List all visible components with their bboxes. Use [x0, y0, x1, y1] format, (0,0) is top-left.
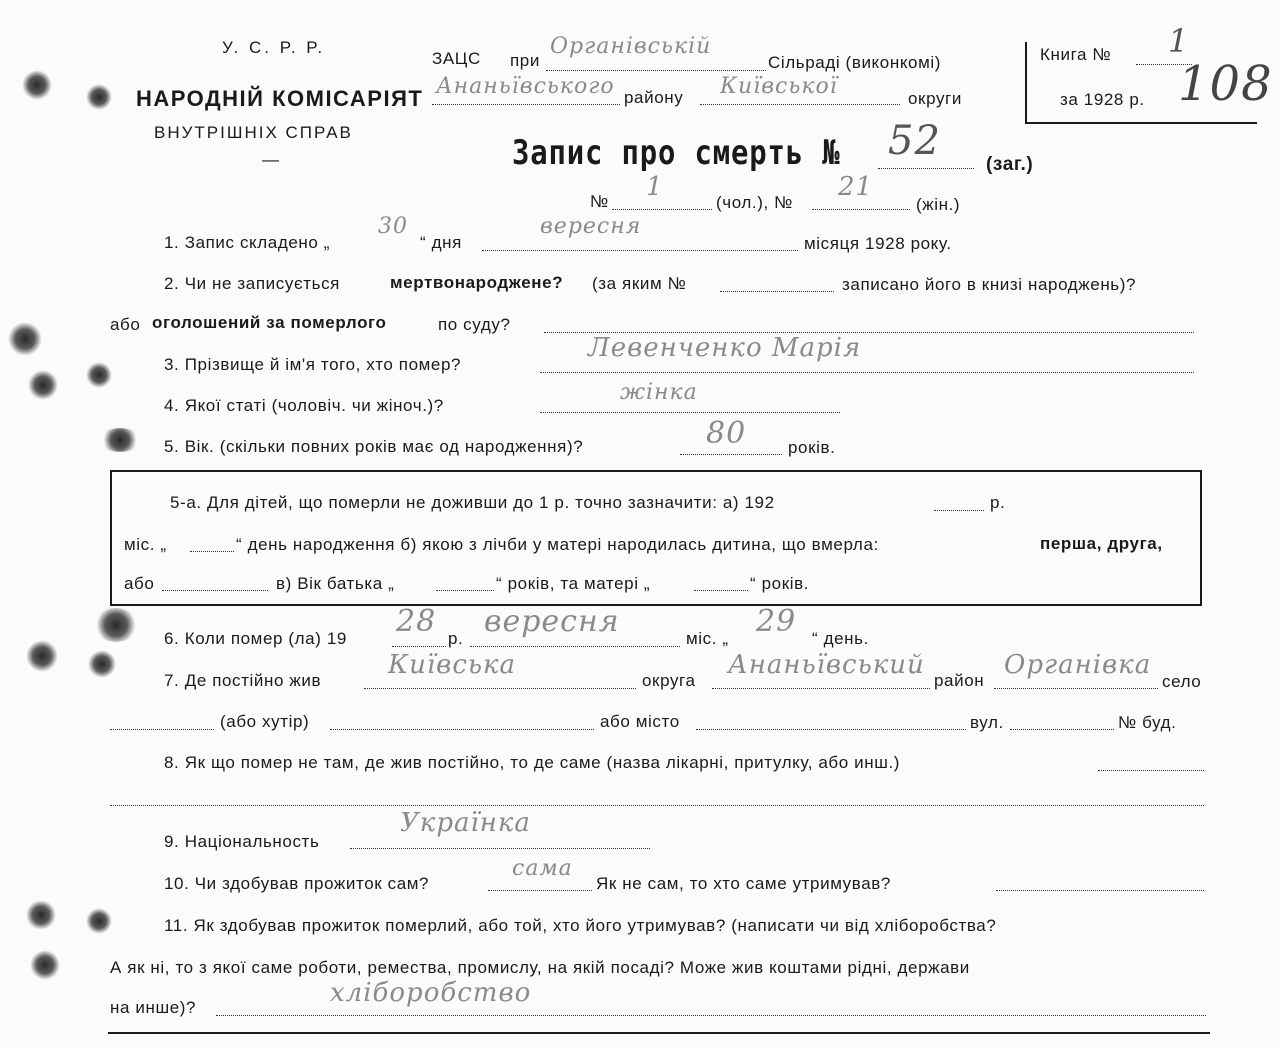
- item-2-court-label: по суду?: [438, 315, 511, 334]
- female-label: (жін.): [916, 195, 961, 214]
- female-number-line: [812, 209, 910, 210]
- item-5a-year-line: [934, 510, 984, 511]
- item-2-declared-dead: оголошений за померлого: [152, 313, 387, 332]
- binding-hole-mark: [94, 608, 138, 642]
- raion-line: [432, 104, 620, 105]
- okruhy-line: [700, 104, 900, 105]
- item-5a-month-label: міс. „: [124, 535, 167, 554]
- item-5a-or-label: або: [124, 574, 155, 593]
- item-2-number-label: (за яким №: [592, 274, 687, 293]
- binding-hole-mark: [28, 370, 58, 400]
- item-7-khutir-label: (або хутір): [220, 712, 310, 731]
- binding-hole-mark: [8, 322, 42, 356]
- binding-hole-mark: [86, 908, 112, 934]
- item-11-occupation-handwriting: хліборобство: [330, 978, 532, 1008]
- item-6-month-handwriting: вересня: [484, 604, 620, 639]
- binding-hole-mark: [100, 428, 140, 452]
- item-6-month-line: [470, 646, 680, 647]
- item-7-okruha-line: [364, 688, 636, 689]
- item-5a-line-1: 5-а. Для дітей, що померли не доживши до 1 р. точно зазначити: а) 192: [170, 493, 775, 512]
- item-1-label: 1. Запис складено „: [164, 233, 331, 252]
- item-7-street-label: вул.: [970, 713, 1004, 732]
- village-line: [546, 70, 766, 71]
- item-3-name-handwriting: Левенченко Марія: [588, 333, 862, 363]
- item-1-month-line: [482, 250, 798, 251]
- male-no-label: №: [590, 192, 609, 211]
- okruhy-label: округи: [908, 89, 962, 108]
- item-11-line-1: 11. Як здобував прожиток померлий, або той, хто його утримував? (написати чи від хліборобства?: [164, 916, 997, 935]
- item-10-label: 10. Чи здобував прожиток сам?: [164, 874, 430, 893]
- item-5a-father-label: в) Вік батька „: [276, 574, 395, 593]
- village-council-label: Сільраді (виконкомі): [768, 53, 942, 72]
- item-5-years-label: років.: [788, 438, 836, 457]
- item-4-line: [540, 412, 840, 413]
- book-label: Книга №: [1040, 45, 1112, 64]
- item-9-line: [350, 848, 650, 849]
- item-6-day-handwriting: 29: [756, 604, 797, 639]
- raion-label: району: [624, 88, 684, 107]
- item-8-line-1: [1098, 770, 1204, 771]
- binding-hole-mark: [26, 640, 58, 672]
- item-1-month-handwriting: вересня: [540, 214, 642, 239]
- item-7-label: 7. Де постійно жив: [164, 671, 322, 690]
- item-3-label: 3. Прізвище й ім'я того, хто помер?: [164, 355, 462, 374]
- item-1-day-handwriting: 30: [378, 214, 408, 239]
- item-7-khutir-line: [110, 729, 214, 730]
- item-5a-mother-label: “ років, та матері „: [496, 574, 651, 593]
- item-5-label: 5. Вік. (скільки повних років має од народження)?: [164, 437, 584, 456]
- bottom-rule: [108, 1032, 1210, 1034]
- general-number-line: [878, 168, 974, 169]
- item-7-raion-label: район: [934, 671, 985, 690]
- item-2-or-label: або: [110, 315, 141, 334]
- male-label: (чол.), №: [716, 193, 793, 212]
- raion-handwriting: Ананьївського: [436, 74, 615, 99]
- item-6-year-line: [392, 646, 446, 647]
- village-handwriting: Органівській: [550, 34, 712, 59]
- item-11-line-3: на инше)?: [110, 998, 197, 1017]
- item-2-births-label: записано його в книзі народжень)?: [842, 275, 1137, 294]
- general-label: (заг.): [986, 154, 1034, 175]
- item-7-house-label: № буд.: [1118, 713, 1177, 732]
- item-10-who-line: [996, 890, 1204, 891]
- item-7-okruha-label: округа: [642, 671, 696, 690]
- item-1-month-label: місяця 1928 року.: [804, 234, 952, 253]
- item-5a-day-line: [190, 551, 234, 552]
- item-5-line: [680, 454, 782, 455]
- item-5a-first-second: перша, друга,: [1040, 534, 1163, 553]
- item-5a-mother-line: [694, 590, 748, 591]
- header-internal-affairs: ВНУТРІШНІХ СПРАВ: [154, 123, 353, 142]
- item-7-selo-handwriting: Органівка: [1004, 650, 1152, 680]
- binding-hole-mark: [30, 950, 60, 980]
- item-8-line-2: [110, 805, 1204, 806]
- item-1-day-label: “ дня: [420, 233, 462, 252]
- item-2-label: 2. Чи не записується: [164, 274, 340, 293]
- book-year-label: за 1928 р.: [1060, 90, 1145, 109]
- binding-hole-mark: [26, 900, 56, 930]
- record-title: Запис про смерть №: [512, 133, 841, 173]
- item-4-sex-handwriting: жінка: [620, 380, 698, 405]
- header-ussr: У. С. Р. Р.: [222, 38, 326, 57]
- item-2-number-line: [720, 291, 834, 292]
- item-5a-line-2: “ день народження б) якою з лічби у матері народилась дитина, що вмерла:: [236, 535, 879, 554]
- item-2-stillborn: мертвонароджене?: [390, 273, 564, 292]
- item-8-label: 8. Як що помер не там, де жив постійно, то де саме (назва лікарні, притулку, або инш.): [164, 753, 901, 772]
- binding-hole-mark: [86, 362, 112, 388]
- item-7-selo-label: село: [1162, 672, 1202, 691]
- item-7-khutir-value-line: [330, 729, 594, 730]
- item-6-year-suffix: р.: [448, 629, 464, 648]
- item-7-okruha-handwriting: Київська: [388, 650, 517, 680]
- item-4-label: 4. Якої статі (чоловіч. чи жіноч.)?: [164, 396, 444, 415]
- item-10-who-label: Як не сам, то хто саме утримував?: [596, 874, 891, 893]
- item-7-street-line: [1010, 729, 1114, 730]
- female-number-handwriting: 21: [838, 172, 874, 202]
- item-7-city-label: або місто: [600, 712, 680, 731]
- header-commissariat: НАРОДНІЙ КОМІСАРІЯТ: [136, 86, 424, 111]
- item-5a-or-line: [162, 590, 268, 591]
- male-number-line: [612, 209, 712, 210]
- item-7-raion-handwriting: Ананьївський: [728, 650, 925, 680]
- item-9-nationality-handwriting: Українка: [400, 808, 531, 838]
- item-5a-year-suffix: р.: [990, 493, 1006, 512]
- page-number-handwriting: 108: [1178, 56, 1273, 112]
- binding-hole-mark: [86, 84, 112, 110]
- item-5a-father-line: [436, 590, 494, 591]
- binding-hole-mark: [88, 650, 116, 678]
- header-dash: —: [262, 150, 280, 169]
- pry-label: при: [510, 51, 540, 70]
- item-7-city-line: [696, 729, 966, 730]
- item-7-raion-line: [712, 688, 930, 689]
- item-7-selo-line: [994, 688, 1158, 689]
- item-6-label: 6. Коли помер (ла) 19: [164, 629, 347, 648]
- item-6-year-handwriting: 28: [396, 604, 437, 639]
- binding-hole-mark: [22, 70, 52, 100]
- item-9-label: 9. Національность: [164, 832, 320, 851]
- item-6-day-label: “ день.: [812, 629, 869, 648]
- male-number-handwriting: 1: [646, 172, 664, 202]
- item-6-month-label: міс. „: [686, 629, 729, 648]
- item-5a-years-label: “ років.: [750, 574, 810, 593]
- okruhy-handwriting: Київської: [720, 74, 838, 99]
- general-number-handwriting: 52: [888, 118, 941, 164]
- item-11-line-2: А як ні, то з якої саме роботи, ремества, промислу, на якій посаді? Може жив коштами рідні, держави: [110, 958, 970, 977]
- item-10-self-line: [488, 890, 592, 891]
- item-5-age-handwriting: 80: [706, 416, 747, 451]
- zags-label: ЗАЦС: [432, 49, 481, 68]
- item-11-line: [216, 1015, 1206, 1016]
- book-number-handwriting: 1: [1168, 22, 1190, 60]
- item-3-line: [540, 372, 1194, 373]
- item-10-self-handwriting: сама: [512, 856, 573, 881]
